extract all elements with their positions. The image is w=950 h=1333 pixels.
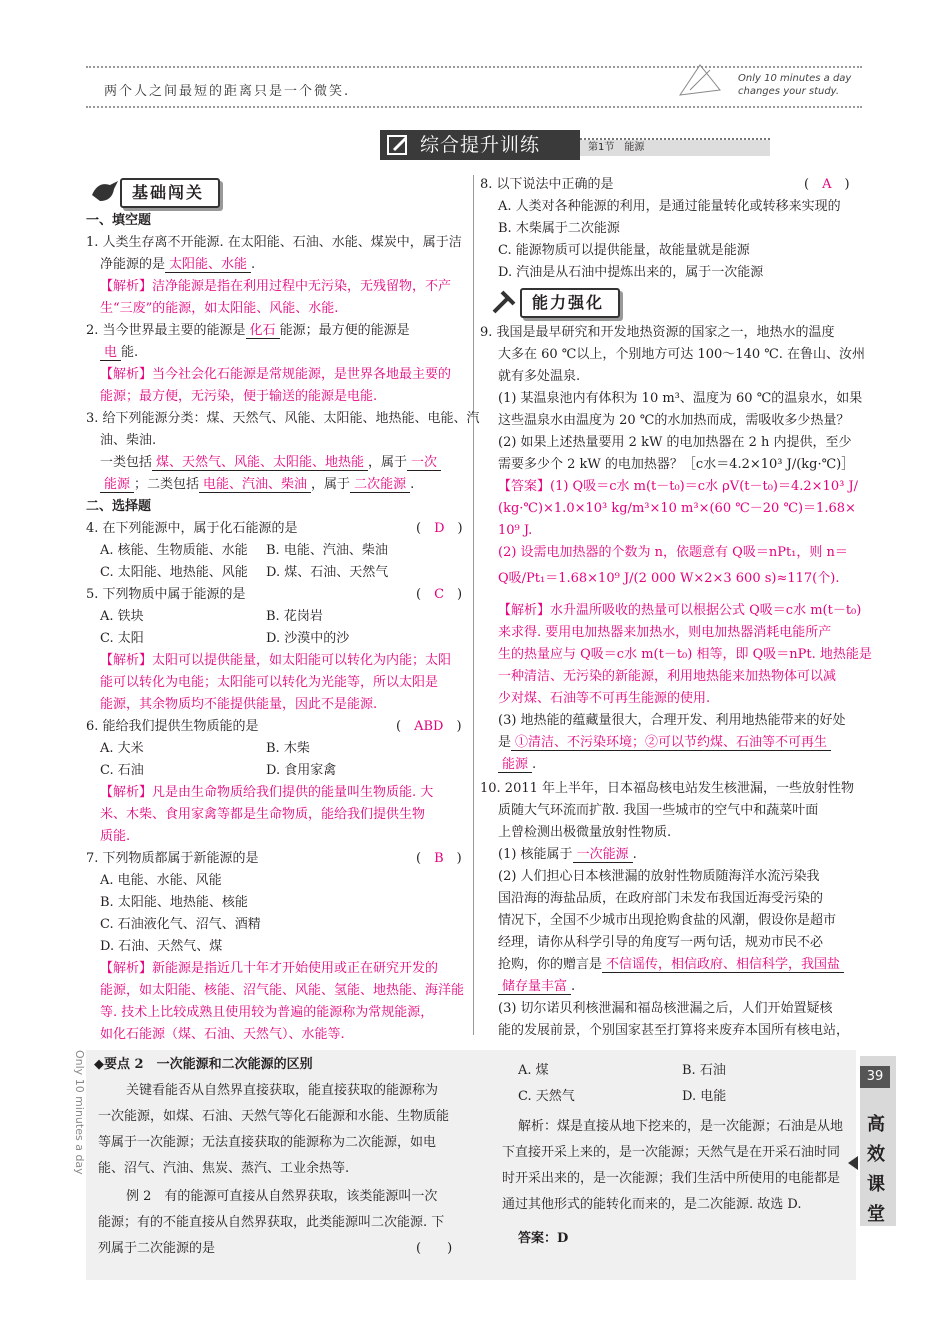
q9-sol4: (2) 设需电加热器的个数为 n，依题意有 Q吸＝nPt₁，则 n＝ — [498, 545, 848, 560]
q9-sol1: 【答案】(1) Q吸＝c水 m(t－t₀)＝c水 ρV(t－t₀)＝4.2×10³ J/ — [498, 479, 859, 494]
q8-A: A. 人类对各种能源的利用，是通过能量转化或转移来实现的 — [498, 199, 841, 214]
q9-p3: (3) 地热能的蕴藏量很大，合理开发、利用地热能带来的好处 — [498, 713, 846, 728]
vertical-slogan: Only 10 minutes a day — [73, 1050, 86, 1175]
q9-p3-answer: ①清洁、不污染环境；②可以节约煤、石油等不可再生 — [511, 735, 831, 751]
q2-answer1: 化石 — [246, 323, 280, 339]
q6-D: D. 食用家禽 — [266, 763, 337, 778]
bp-an3: 时开采出来的，是一次能源；我们生活中所使用的电能都是 — [502, 1171, 841, 1186]
q2-stem2: 能源；最方便的能源是 — [279, 323, 410, 338]
q8-paren: ( A ) — [804, 177, 850, 192]
q9-l5: 这些温泉水由温度为 20 ℃的水加热而成，需吸收多少热量？ — [498, 413, 850, 428]
q8-C: C. 能源物质可以提供能量，故能量就是能源 — [498, 243, 750, 258]
q8-answer: A — [822, 177, 832, 192]
left-column — [86, 210, 480, 1042]
q10-l9 — [498, 954, 860, 975]
q5-C: C. 太阳 — [100, 631, 144, 646]
q6-paren: ( ABD ) — [396, 719, 462, 734]
q10-l4: (1) 核能属于 一次能源 . — [498, 847, 637, 862]
q3-line1: 3. 给下列能源分类：煤、天然气、风能、太阳能、地热能、电能、汽 — [86, 411, 480, 426]
q3-answer2: 一次 — [407, 455, 441, 471]
section-power: 能力强化 — [520, 288, 620, 318]
q10-l12: 能的发展前景，个别国家甚至打算将来废弃本国所有核电站， — [498, 1023, 850, 1038]
q9-sol5: Q吸/Pt₁＝1.68×10⁹ J/(2 000 W×2×3 600 s)≈117(个). — [498, 571, 840, 586]
arrow-left-icon — [848, 1156, 858, 1170]
q1-stem: 净能源的是 — [100, 257, 166, 272]
q6-answer: ABD — [414, 719, 444, 734]
q3-answer3: 电能、汽油、柴油 — [199, 477, 311, 493]
page-number: 39 — [860, 1066, 890, 1088]
q7-exp4: 如化石能源（煤、石油、天然气）、水能等. — [100, 1027, 345, 1042]
q7-stem: 7. 下列物质都属于新能源的是 — [86, 851, 259, 866]
q5-exp2: 能可以转化为电能；太阳能可以转化为光能等，所以太阳是 — [100, 675, 439, 690]
q5-exp1: 【解析】太阳可以提供能量，如太阳能可以转化为内能；太阳 — [100, 653, 452, 668]
q10-p2-answer: 不信谣传，相信政府、相信科学，我国盐 — [602, 957, 844, 973]
q10-p1-answer: 一次能源 — [573, 847, 633, 863]
q3-t4: ，属于 — [311, 477, 351, 492]
header-motto: 两个人之间最短的距离只是一个微笑. — [104, 84, 351, 99]
q9-l3: 就有多处温泉. — [498, 369, 581, 384]
key-point: ◆要点 2 一次能源和二次能源的区别 — [94, 1057, 313, 1072]
bp-ex1: 例 2 有的能源可直接从自然界获取，该类能源叫一次 — [126, 1189, 438, 1204]
q2-exp2: 能源；最方便，无污染，便于输送的能源是电能. — [100, 389, 378, 404]
q3-t2: ，属于 — [368, 455, 408, 470]
q9-p3b — [498, 732, 860, 753]
pencil-icon — [386, 134, 410, 158]
q1-exp1: 【解析】洁净能源是指在利用过程中无污染，无残留物，不产 — [100, 279, 452, 294]
bird-icon — [88, 175, 120, 207]
q4-stem: 4. 在下列能源中，属于化石能源的是 — [86, 521, 298, 536]
q3-t1: 一类包括 — [100, 455, 153, 470]
q9-p3c: 能源 . — [498, 754, 860, 775]
q8-D: D. 汽油是从石油中提炼出来的，属于一次能源 — [498, 265, 764, 280]
q7-exp3: 等. 技术上比较成熟且使用较为普遍的能源称为常规能源， — [100, 1005, 434, 1020]
q3-answer1: 煤、天然气、风能、太阳能、地热能 — [152, 455, 368, 471]
q10-l1: 10. 2011 年上半年，日本福岛核电站发生核泄漏，一些放射性物 — [480, 781, 855, 796]
slogan-line-1: Only 10 minutes a day — [738, 73, 852, 84]
q2-line1 — [86, 320, 464, 341]
header-slogan — [738, 72, 851, 98]
q3-line3 — [100, 452, 464, 473]
q6-A: A. 大米 — [100, 741, 144, 756]
q9-l6: (2) 如果上述热量要用 2 kW 的电加热器在 2 h 内提供，至少 — [498, 435, 852, 450]
q10-p2-stem: 抢购，你的赠言是 — [498, 957, 603, 972]
q6-stem: 6. 能给我们提供生物质能的是 — [86, 719, 259, 734]
q7-answer: B — [434, 851, 444, 866]
q10-l11: (3) 切尔诺贝利核泄漏和福岛核泄漏之后，人们开始置疑核 — [498, 1001, 833, 1016]
page-title-text: 综合提升训练 — [420, 134, 541, 156]
q9-p3-stem: 是 — [498, 735, 512, 750]
q5-stem: 5. 下列物质中属于能源的是 — [86, 587, 246, 602]
q9-sol2: (kg·℃)×1.0×10³ kg/m³×10 m³×(60 ℃－20 ℃)＝1.68× — [498, 501, 856, 516]
section-basic: 基础闯关 — [120, 178, 220, 208]
q10-l8: 经理，请你从科学引导的角度写一两句话，规劝市民不必 — [498, 935, 824, 950]
bp-p1: 关键看能否从自然界直接获取，能直接获取的能源称为 — [126, 1083, 439, 1098]
q9-sol3: 10⁹ J. — [498, 523, 533, 538]
q9-exp2: 来求得. 要用电加热器来加热水，则电加热器消耗电能所产 — [498, 625, 832, 640]
heading-choice: 二、选择题 — [86, 499, 152, 514]
leaf-icon — [670, 60, 730, 100]
q7-exp1: 【解析】新能源是指近几十年才开始使用或正在研究开发的 — [100, 961, 439, 976]
bp-D: D. 电能 — [682, 1089, 727, 1104]
q9-exp4: 一种清洁、无污染的新能源，利用地热能来加热物体可以减 — [498, 669, 837, 684]
bp-p3: 等属于一次能源；无法直接获取的能源称为二次能源，如电 — [98, 1135, 437, 1150]
q4-C: C. 太阳能、地热能、风能 — [100, 565, 248, 580]
q1-line2: 净能源的是 太阳能、水能 . — [100, 257, 256, 272]
q4-answer: D — [434, 521, 445, 536]
q7-D: D. 石油、天然气、煤 — [100, 939, 223, 954]
bp-ex2: 能源；有的不能直接从自然界获取，此类能源叫二次能源. 下 — [98, 1215, 445, 1230]
q10-p2-answer2: 储存量丰富 — [498, 979, 571, 995]
q5-answer: C — [434, 587, 445, 602]
bp-C: C. 天然气 — [518, 1089, 575, 1104]
bp-an4: 通过其他形式的能转化而来的，是二次能源. 故选 D. — [502, 1197, 802, 1212]
q10-l5: (2) 人们担心日本核泄漏的放射性物质随海洋水流污染我 — [498, 869, 820, 884]
side-brand: 高效课堂 — [867, 1114, 885, 1225]
q8-B: B. 木柴属于二次能源 — [498, 221, 620, 236]
q2-line2 — [100, 342, 464, 363]
q10-l3: 上曾检测出极微量放射性物质. — [498, 825, 672, 840]
q9-exp1: 【解析】水升温所吸收的热量可以根据公式 Q吸＝c水 m(t－t₀) — [498, 603, 862, 618]
q6-C: C. 石油 — [100, 763, 144, 778]
q3-line2: 油、柴油. — [100, 433, 157, 448]
q10-l10: 储存量丰富 . — [498, 976, 860, 997]
bp-B: B. 石油 — [682, 1063, 726, 1078]
heading-fill: 一、填空题 — [86, 213, 152, 228]
q4-D: D. 煤、石油、天然气 — [266, 565, 389, 580]
bp-p4: 能、沼气、汽油、焦炭、蒸汽、工业余热等. — [98, 1161, 350, 1176]
q3-t3: ；二类包括 — [134, 477, 200, 492]
bp-A: A. 煤 — [518, 1063, 549, 1078]
slogan-line-2: changes your study. — [738, 86, 839, 97]
q4-B: B. 电能、汽油、柴油 — [266, 543, 388, 558]
column-divider — [473, 175, 474, 1035]
q7-paren: ( B ) — [416, 851, 462, 866]
q2-tail: 能. — [121, 345, 139, 360]
q10-l2: 质随大气环流而扩散. 我国一些城市的空气中和蔬菜叶面 — [498, 803, 819, 818]
bottom-panel — [86, 1050, 856, 1280]
q9-exp5: 少对煤、石油等不可再生能源的使用. — [498, 691, 711, 706]
q6-B: B. 木柴 — [266, 741, 310, 756]
page-title — [380, 130, 580, 160]
q1-exp2: 生“三废”的能源，如太阳能、风能、水能. — [100, 301, 339, 316]
q5-paren: ( C ) — [416, 587, 463, 602]
q7-C: C. 石油液化气、沼气、酒精 — [100, 917, 261, 932]
q6-exp2: 米、木柴、食用家禽等都是生命物质，能给我们提供生物 — [100, 807, 426, 822]
q3-answer2b: 能源 — [100, 477, 134, 493]
q9-exp3: 生的热量应与 Q吸＝c水 m(t－t₀) 相等，即 Q吸＝nPt. 地热能是 — [498, 647, 872, 662]
q1-line1: 1. 人类生存离不开能源. 在太阳能、石油、水能、煤炭中，属于洁 — [86, 235, 462, 250]
q9-l4: (1) 某温泉池内有体积为 10 m³、温度为 60 ℃的温泉水，如果 — [498, 391, 863, 406]
bp-p2: 一次能源，如煤、石油、天然气等化石能源和水能、生物质能 — [98, 1109, 450, 1124]
q6-exp1: 【解析】凡是由生命物质给我们提供的能量叫生物质能. 大 — [100, 785, 434, 800]
bp-an1: 解析：煤是直接从地下挖来的，是一次能源；石油是从地 — [518, 1119, 844, 1134]
q1-answer: 太阳能、水能 — [165, 257, 251, 273]
q7-exp2: 能源，如太阳能、核能、沼气能、风能、氢能、地热能、海洋能 — [100, 983, 465, 998]
q5-B: B. 花岗岩 — [266, 609, 323, 624]
right-column — [480, 170, 872, 1040]
q10-p1-stem: (1) 核能属于 — [498, 847, 573, 862]
q4-A: A. 核能、生物质能、水能 — [100, 543, 248, 558]
bp-an2: 下直接开采上来的，是一次能源；天然气是在开采石油时同 — [502, 1145, 841, 1160]
bp-answer: 答案：D — [518, 1231, 569, 1246]
q7-B: B. 太阳能、地热能、核能 — [100, 895, 248, 910]
q8-stem: 8. 以下说法中正确的是 — [480, 177, 614, 192]
q9-l7: 需要多少个 2 kW 的电加热器？［c水＝4.2×10³ J/(kg·℃)］ — [498, 457, 855, 472]
q6-exp3: 质能. — [100, 829, 131, 844]
q5-exp3: 能源，其余物质均不能提供能量，因此不是能源. — [100, 697, 378, 712]
q7-A: A. 电能、水能、风能 — [100, 873, 222, 888]
section-subtitle: 第1节 能源 — [580, 140, 770, 156]
q2-answer2: 电 — [100, 345, 121, 361]
bp-ex3: 列属于二次能源的是 — [98, 1241, 216, 1256]
q2-exp1: 【解析】当今社会化石能源是常规能源，是世界各地最主要的 — [100, 367, 452, 382]
q10-l6: 国沿海的海盐品质，在政府部门未发布我国近海受污染的 — [498, 891, 824, 906]
q5-A: A. 铁块 — [100, 609, 144, 624]
q4-paren: ( D ) — [416, 521, 463, 536]
q2-stem: 2. 当今世界最主要的能源是 — [86, 323, 246, 338]
q9-p3-answer2: 能源 — [498, 757, 532, 773]
q3-line4: 能源 ；二类包括 电能、汽油、柴油 ，属于 二次能源 . — [100, 474, 464, 495]
q3-answer4: 二次能源 — [350, 477, 410, 493]
q10-l7: 情况下，全国不少城市出现抢购食盐的风潮，假设你是超市 — [498, 913, 837, 928]
q5-D: D. 沙漠中的沙 — [266, 631, 350, 646]
bp-blank: ( ) — [416, 1241, 453, 1256]
q9-l1: 9. 我国是最早研究和开发地热资源的国家之一，地热水的温度 — [480, 325, 835, 340]
q9-l2: 大多在 60 ℃以上，个别地方可达 100～140 ℃. 在鲁山、汝州 — [498, 347, 866, 362]
